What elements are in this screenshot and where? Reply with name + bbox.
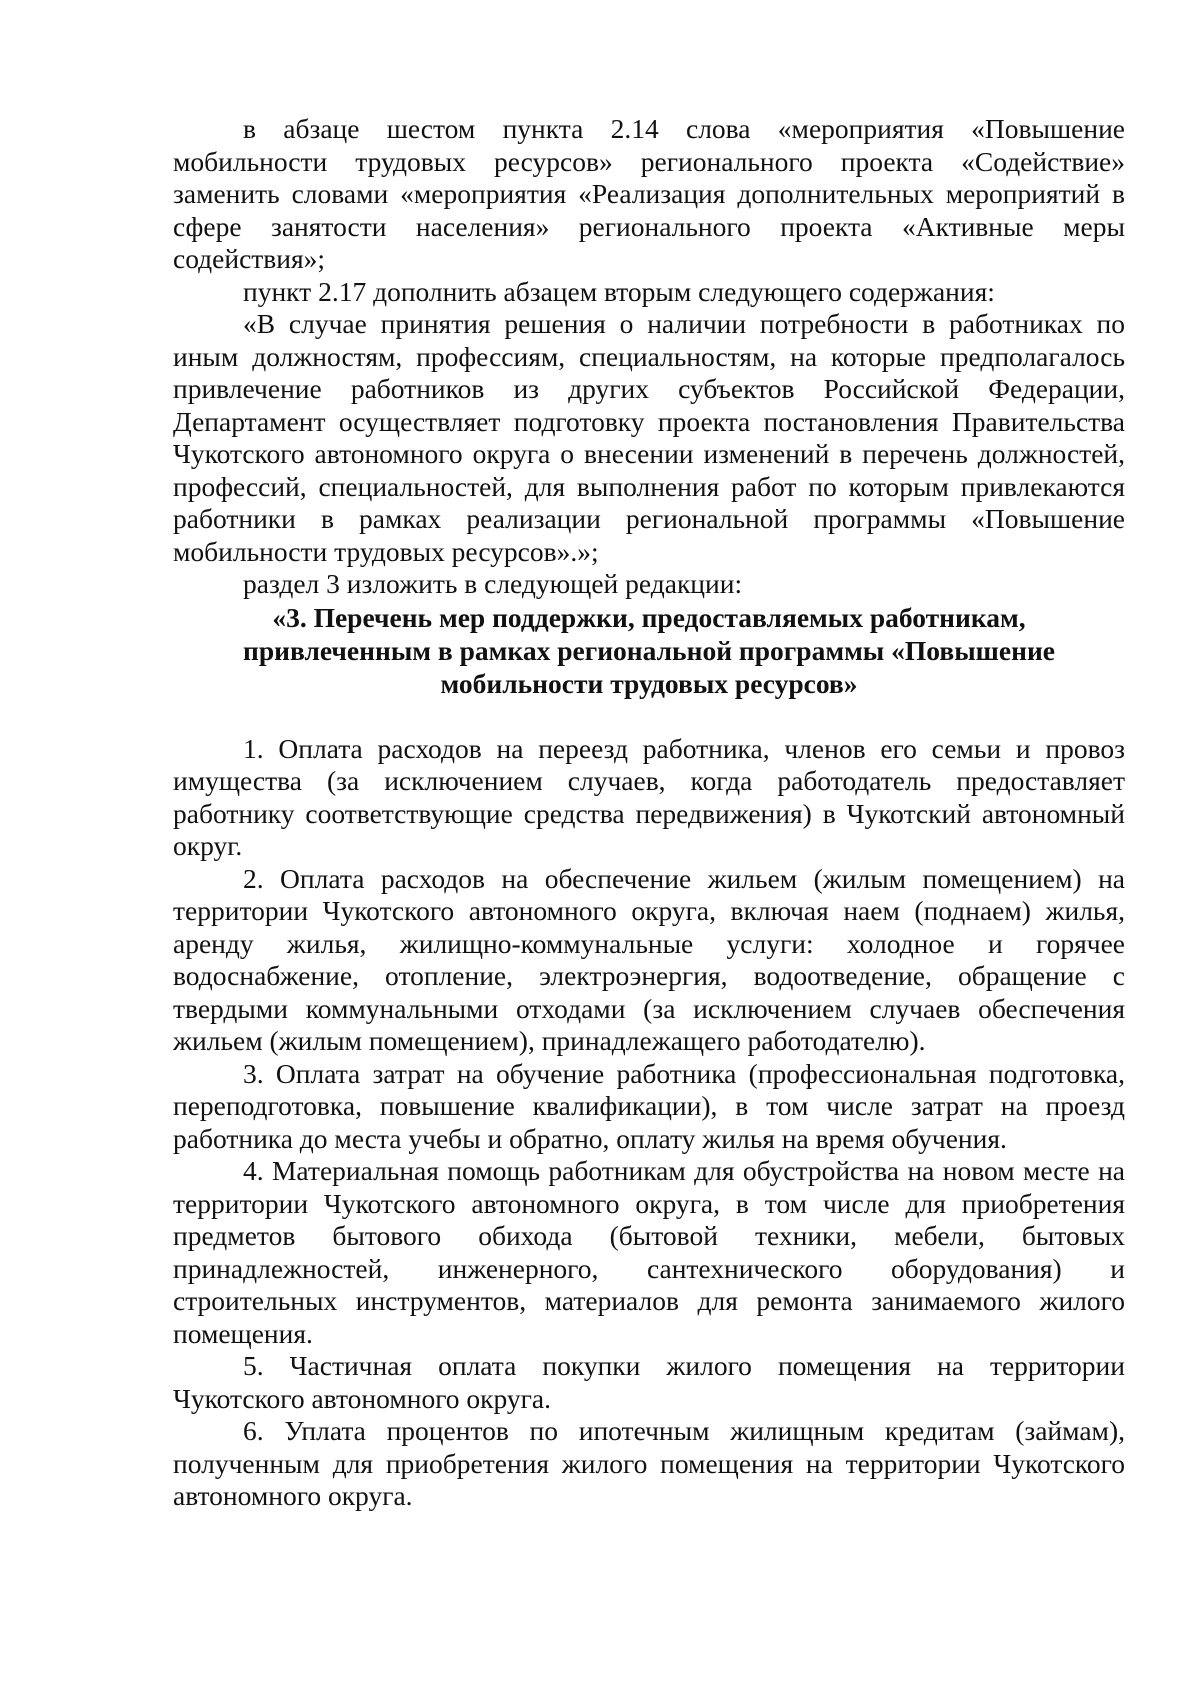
section-heading: [173, 601, 1125, 700]
paragraph-amendment-2-17: пункт 2.17 дополнить абзацем вторым следующего содержания:: [243, 275, 995, 307]
section-heading-line-1: «3. Перечень мер поддержки, предоставляемых работникам,: [272, 601, 1026, 633]
measures-list: [173, 733, 1125, 1513]
section-heading-line-2: привлеченным в рамках региональной программы «Повышение: [243, 634, 1055, 666]
measure-item: 2. Оплата расходов на обеспечение жильем (жилым помещением) на территории Чукотского автономного округа, включая наем (поднаем) жилья, аренду жилья, жилищно-коммунальные услуги: холодное и горячее водоснабжение, отопление, электроэнергия, водоотведение, обращение с твердыми коммунальными отходами (за исключением случаев обеспечения жильем (жилым помещением), принадлежащего работодателю).: [173, 862, 1125, 1056]
measure-item: 1. Оплата расходов на переезд работника, членов его семьи и провоз имущества (за исключением случаев, когда работодатель предоставляет работнику соответствующие средства передвижения) в Чукотский автономный округ.: [173, 732, 1125, 861]
measure-item: 3. Оплата затрат на обучение работника (профессиональная подготовка, переподготовка, повышение квалификации), в том числе затрат на проезд работника до места учебы и обратно, оплату жилья на время обучения.: [173, 1057, 1125, 1154]
measure-item: 5. Частичная оплата покупки жилого помещения на территории Чукотского автономного округа.: [173, 1350, 1125, 1414]
section-heading-line-3: мобильности трудовых ресурсов»: [440, 667, 858, 699]
document-page: [173, 113, 1125, 1513]
spacer: [173, 700, 1125, 733]
measure-item: 4. Материальная помощь работникам для обустройства на новом месте на территории Чукотского автономного округа, в том числе для приобретения предметов бытового обихода (бытовой техники, мебели, бытовых принадлежностей, инженерного, сантехнического оборудования) и строительных инструментов, материалов для ремонта занимаемого жилого помещения.: [173, 1155, 1125, 1349]
paragraph-quoted-text: «В случае принятия решения о наличии потребности в работниках по иным должностям, профессиям, специальностям, на которые предполагалось привлечение работников из других субъектов Российской Федерации, Департамент осуществляет подготовку проекта постановления Правительства Чукотского автономного округа о внесении изменений в перечень должностей, профессий, специальностей, для выполнения работ по которым привлекаются работники в рамках реализации региональной программы «Повышение мобильности трудовых ресурсов».»;: [173, 308, 1125, 567]
paragraph-section-3-intro: раздел 3 изложить в следующей редакции:: [243, 568, 743, 599]
measure-item: 6. Уплата процентов по ипотечным жилищным кредитам (займам), полученным для приобретения жилого помещения на территории Чукотского автономного округа.: [173, 1415, 1125, 1511]
paragraph-amendment-2-14: в абзаце шестом пункта 2.14 слова «мероприятия «Повышение мобильности трудовых ресурсов» регионального проекта «Содействие» заменить словами «мероприятия «Реализация дополнительных мероприятий в сфере занятости населения» регионального проекта «Активные меры содействия»;: [173, 113, 1125, 274]
